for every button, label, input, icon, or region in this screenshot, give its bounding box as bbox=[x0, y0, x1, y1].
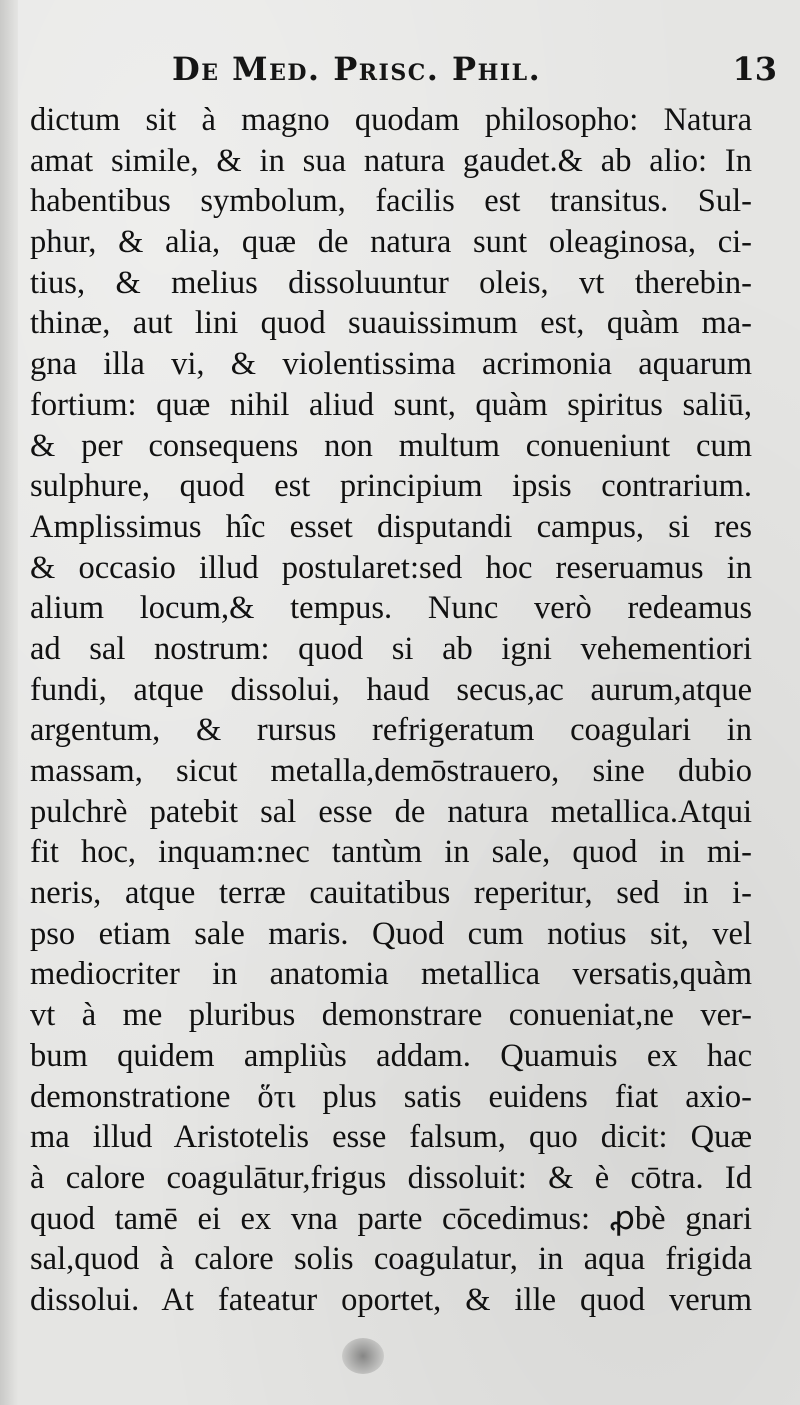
text-line: & occasio illud postularet:sed hoc reseruamus in bbox=[30, 549, 752, 586]
page-number: 13 bbox=[732, 50, 777, 88]
text-line: alium locum,& tempus. Nunc verò redeamus bbox=[30, 590, 752, 627]
text-line: neris, atque terræ cauitatibus reperitur, sed in i- bbox=[30, 875, 752, 912]
text-line: sulphure, quod est principium ipsis contrarium. bbox=[30, 468, 752, 505]
text-line: demonstratione ὅτι plus satis euidens fiat axio- bbox=[30, 1078, 752, 1115]
text-line: ad sal nostrum: quod si ab igni vehementiori bbox=[30, 630, 752, 667]
text-line: fundi, atque dissolui, haud secus,ac aurum,atque bbox=[30, 671, 752, 708]
text-line: dictum sit à magno quodam philosopho: Natura bbox=[30, 102, 752, 138]
ink-stain bbox=[342, 1338, 384, 1374]
text-line: pulchrè patebit sal esse de natura metallica.Atqui bbox=[30, 793, 752, 830]
text-line: phur, & alia, quæ de natura sunt oleaginosa, ci- bbox=[30, 224, 752, 261]
text-line: argentum, & rursus refrigeratum coagulari in bbox=[30, 712, 752, 749]
text-line: gna illa vi, & violentissima acrimonia aquarum bbox=[30, 346, 752, 383]
page-header bbox=[32, 50, 777, 94]
body-text bbox=[30, 100, 752, 1321]
text-line: quod tamē ei ex vna parte cōcedimus: ꝓbè gnari bbox=[30, 1200, 752, 1237]
text-line: massam, sicut metalla,demōstrauero, sine dubio bbox=[30, 753, 752, 789]
text-line: amat simile, & in sua natura gaudet.& ab alio: In bbox=[30, 142, 752, 179]
text-line: thinæ, aut lini quod suauissimum est, quàm ma- bbox=[30, 305, 752, 342]
text-line: dissolui. At fateatur oportet, & ille quod verum bbox=[30, 1281, 752, 1318]
text-line: bum quidem ampliùs addam. Quamuis ex hac bbox=[30, 1037, 752, 1074]
text-line: fit hoc, inquam:nec tantùm in sale, quod in mi- bbox=[30, 834, 752, 871]
text-line: sal,quod à calore solis coagulatur, in aqua frigida bbox=[30, 1241, 752, 1278]
page-gutter-shadow bbox=[0, 0, 18, 1405]
text-line: habentibus symbolum, facilis est transitus. Sul- bbox=[30, 183, 752, 220]
text-line: à calore coagulātur,frigus dissoluit: & è cōtra. Id bbox=[30, 1159, 752, 1196]
text-line: & per consequens non multum conueniunt cum bbox=[30, 427, 752, 464]
text-line: vt à me pluribus demonstrare conueniat,ne ver- bbox=[30, 997, 752, 1034]
text-line: Amplissimus hîc esset disputandi campus, si res bbox=[30, 508, 752, 545]
text-line: ma illud Aristotelis esse falsum, quo dicit: Quæ bbox=[30, 1119, 752, 1156]
text-line: mediocriter in anatomia metallica versatis,quàm bbox=[30, 956, 752, 993]
running-head: De Med. Prisc. Phil. bbox=[172, 50, 542, 88]
text-line: tius, & melius dissoluuntur oleis, vt therebin- bbox=[30, 264, 752, 301]
text-line: fortium: quæ nihil aliud sunt, quàm spiritus saliū, bbox=[30, 386, 752, 423]
text-line: pso etiam sale maris. Quod cum notius sit, vel bbox=[30, 915, 752, 952]
